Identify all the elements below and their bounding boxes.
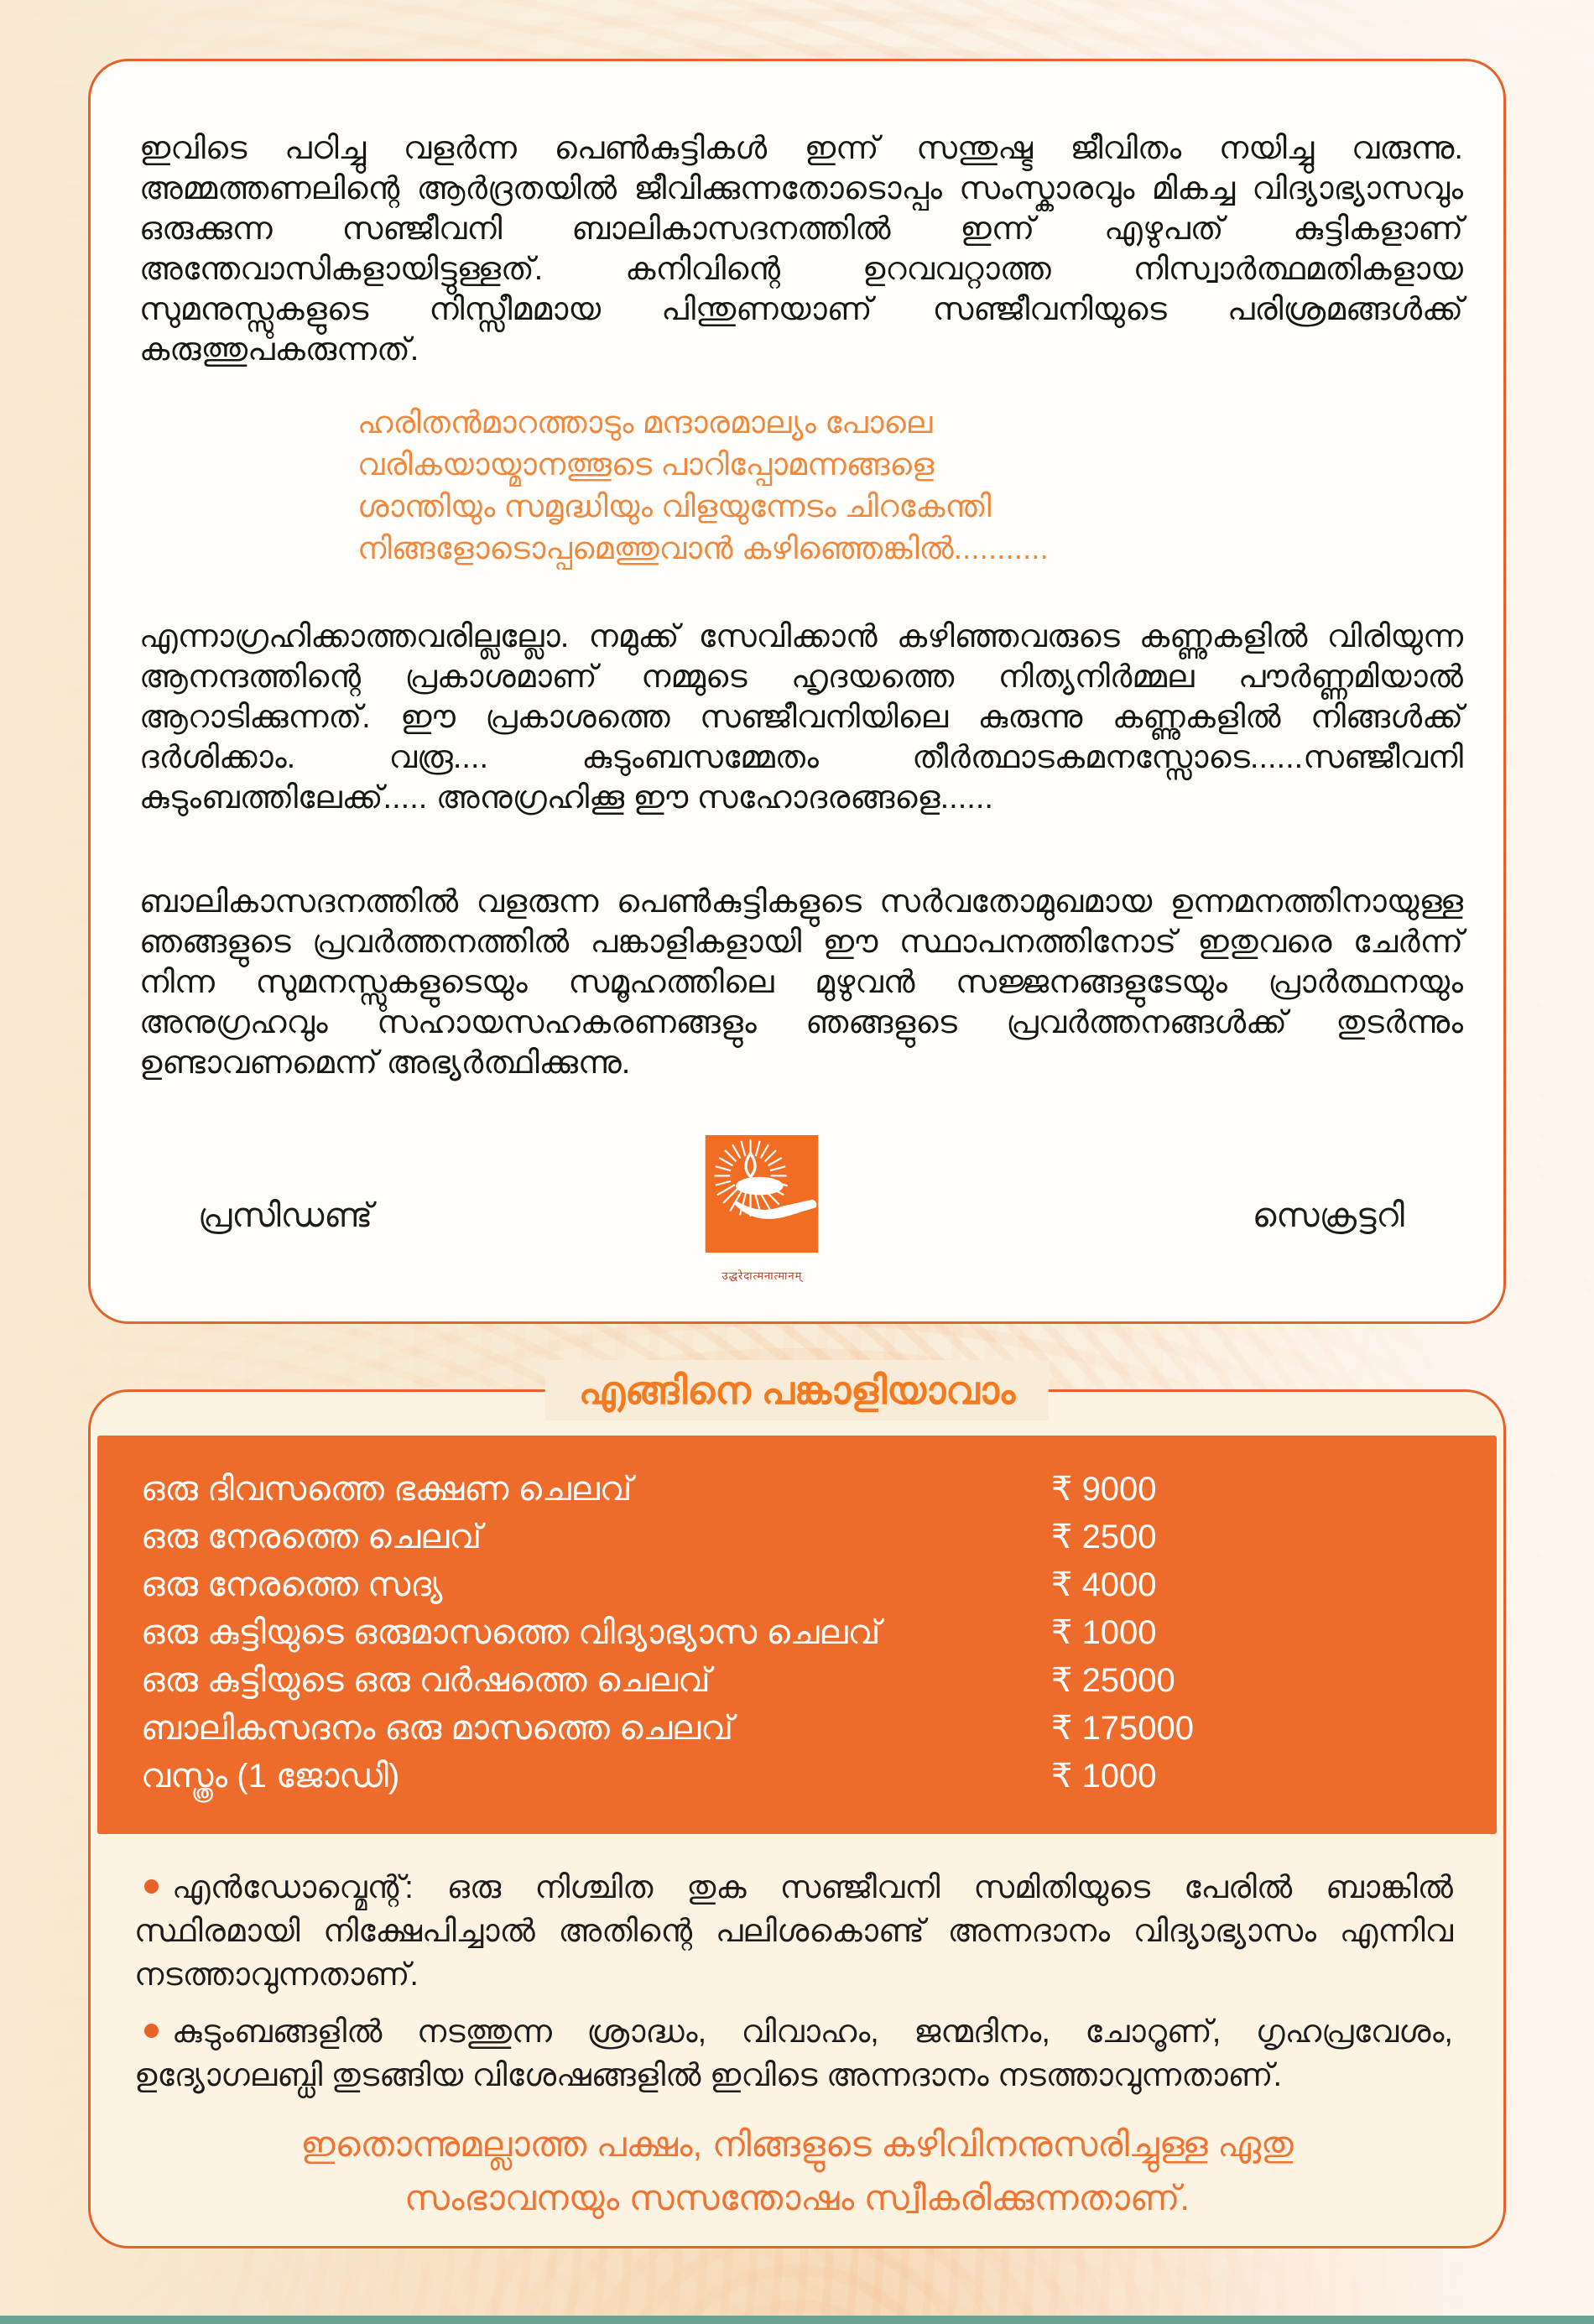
rate-item-amount: ₹ 175000 [1051,1710,1195,1747]
poem-verse [357,402,1463,570]
rate-item-amount: ₹ 2500 [1051,1519,1157,1555]
rate-item-label: ഒരു കുട്ടിയുടെ ഒരു വർഷത്തെ ചെലവ് [141,1662,711,1699]
poem-verse-line: ശാന്തിയും സമൃദ്ധിയും വിളയുന്നേടം ചിറകേന്തി [357,489,992,524]
closing-note: ഇതൊന്നുമല്ലാത്ത പക്ഷം, നിങ്ങളുടെ കഴിവിനനുസരിച്ചുള്ള ഏതു സംഭാവനയും സസന്തോഷം സ്വീകരിക്കുന്നതാണ്. [300,2124,1294,2217]
letter-paragraph-1: ഇവിടെ പഠിച്ചു വളർന്ന പെൺകുട്ടികൾ ഇന്ന് സന്തുഷ്ട ജീവിതം നയിച്ചു വരുന്നു. അമ്മത്തണലിന്റെ ആർദ്രതയിൽ ജീവിക്കുന്നതോടൊപ്പം സംസ്കാരവും മികച്ച വിദ്യാഭ്യാസവും ഒരുക്കുന്ന സഞ്ജീവനി ബാലികാസദനത്തിൽ ഇന്ന് എഴുപത് കുട്ടികളാണ് അന്തേവാസികളായിട്ടുള്ളത്. കനിവിന്റെ ഉറവവറ്റാത്ത നിസ്വാർത്ഥമതികളായ സുമനുസ്സുകളുടെ നിസ്സീമമായ പിന്തുണയാണ് സഞ്ജീവനിയുടെ പരിശ്രമങ്ങൾക്ക് കരുത്തുപകരുന്നത്. [139,131,1463,367]
note-text: എൻഡോവ്മെന്റ്: ഒരു നിശ്ചിത തുക സഞ്ജീവനി സമിതിയുടെ പേരിൽ ബാങ്കിൽ സ്ഥിരമായി നിക്ഷേപിച്ചാൽ അതിന്റെ പലിശകൊണ്ട് അന്നദാനം വിദ്യാഭ്യാസം എന്നിവ നടത്താവുന്നതാണ്. [134,1870,1453,1993]
contribution-rate-table [97,1436,1497,1834]
rate-item-amount: ₹ 9000 [1051,1471,1157,1508]
lamp-logo-icon [705,1135,819,1253]
poem-verse-line: വരികയായ്മാനത്തൂടെ പാറിപ്പോമന്നങ്ങളെ [357,447,935,482]
letter-paragraph-2: എന്നാഗ്രഹിക്കാത്തവരില്ലല്ലോ. നമുക്ക് സേവിക്കാൻ കഴിഞ്ഞവരുടെ കണ്ണുകളിൽ വിരിയുന്ന ആനന്ദത്തിന്റെ പ്രകാശമാണ് നമ്മുടെ ഹൃദയത്തെ നിത്യനിർമ്മല പൗർണ്ണമിയാൽ ആറാടിക്കുന്നത്. ഈ പ്രകാശത്തെ സഞ്ജീവനിയിലെ കുരുന്നു കണ്ണുകളിൽ നിങ്ങൾക്ക് ദർശിക്കാം. വരൂ.... കുടുംബസമ്മേതം തീർത്ഥാടകമനസ്സോടെ......സഞ്ജീവനി കുടുംബത്തിലേക്ക്..... അനുഗ്രഹിക്കൂ ഈ സഹോദരങ്ങളെ...... [139,619,1463,815]
rate-row [141,1657,1472,1705]
bullet-dot-icon [144,2024,159,2038]
bottom-edge-strip [0,2316,1594,2324]
president-label: പ്രസിഡണ്ട് [198,1197,373,1234]
rate-item-label: ഒരു ദിവസത്തെ ഭക്ഷണ ചെലവ് [141,1471,633,1508]
rate-item-amount: ₹ 4000 [1051,1566,1157,1603]
letter-card [88,59,1506,1324]
rate-item-label: ഒരു നേരത്തെ സദ്യ [141,1566,443,1603]
organization-logo [705,1135,819,1296]
secretary-label: സെക്രട്ടറി [1252,1197,1404,1234]
logo-caption-text: उद्धरेदात्मनात्मानम् [721,1269,803,1282]
poem-verse-line: ഹരിതൻമാറത്താടും മന്ദാരമാല്യം പോലെ [357,405,933,440]
rate-row [141,1466,1472,1514]
rate-row [141,1609,1472,1657]
partnership-card [88,1368,1506,2248]
rate-row [141,1753,1472,1800]
rate-row [141,1514,1472,1561]
note-item [134,2010,1453,2097]
leaflet-page [0,59,1594,2248]
rate-item-label: ബാലികസദനം ഒരു മാസത്തെ ചെലവ് [141,1710,733,1747]
rate-item-label: ഒരു നേരത്തെ ചെലവ് [141,1519,482,1555]
rate-item-amount: ₹ 25000 [1051,1662,1175,1699]
notes-list [134,1866,1453,2097]
bullet-dot-icon [144,1879,159,1894]
letter-paragraph-3: ബാലികാസദനത്തിൽ വളരുന്ന പെൺകുട്ടികളുടെ സർവതോമുഖമായ ഉന്നമനത്തിനായുള്ള ഞങ്ങളുടെ പ്രവർത്തനത്തിൽ പങ്കാളികളായി ഈ സ്ഥാപനത്തിനോട് ഇതുവരെ ചേർന്ന് നിന്ന സുമനസ്സുകളുടെയും സമൂഹത്തിലെ മുഴുവൻ സജ്ജനങ്ങളുടേയും പ്രാർത്ഥനയും അനുഗ്രഹവും സഹായസഹകരണങ്ങളും ഞങ്ങളുടെ പ്രവർത്തനങ്ങൾക്ക് തുടർന്നും ഉണ്ടാവണമെന്ന് അഭ്യർത്ഥിക്കുന്നു. [139,884,1463,1081]
rate-row [141,1561,1472,1609]
rate-row [141,1705,1472,1753]
rate-item-amount: ₹ 1000 [1051,1758,1157,1795]
note-item [134,1866,1453,1997]
poem-verse-line: നിങ്ങളോടൊപ്പമെത്തുവാൻ കഴിഞ്ഞെങ്കിൽ........... [357,531,1049,565]
rate-item-amount: ₹ 1000 [1051,1614,1157,1651]
signature-row [198,1135,1404,1296]
rate-item-label: വസ്ത്രം (1 ജോഡി) [141,1758,400,1795]
section-heading: എങ്ങിനെ പങ്കാളിയാവാം [545,1360,1049,1420]
note-text: കുടുംബങ്ങളിൽ നടത്തുന്ന ശ്രാദ്ധം, വിവാഹം, ജന്മദിനം, ചോറൂണ്, ഗൃഹപ്രവേശം, ഉദ്യോഗലബ്ധി തുടങ്ങിയ വിശേഷങ്ങളിൽ ഇവിടെ അന്നദാനം നടത്താവുന്നതാണ്. [134,2014,1453,2093]
rate-item-label: ഒരു കുട്ടിയുടെ ഒരുമാസത്തെ വിദ്യാഭ്യാസ ചെലവ് [141,1614,881,1651]
